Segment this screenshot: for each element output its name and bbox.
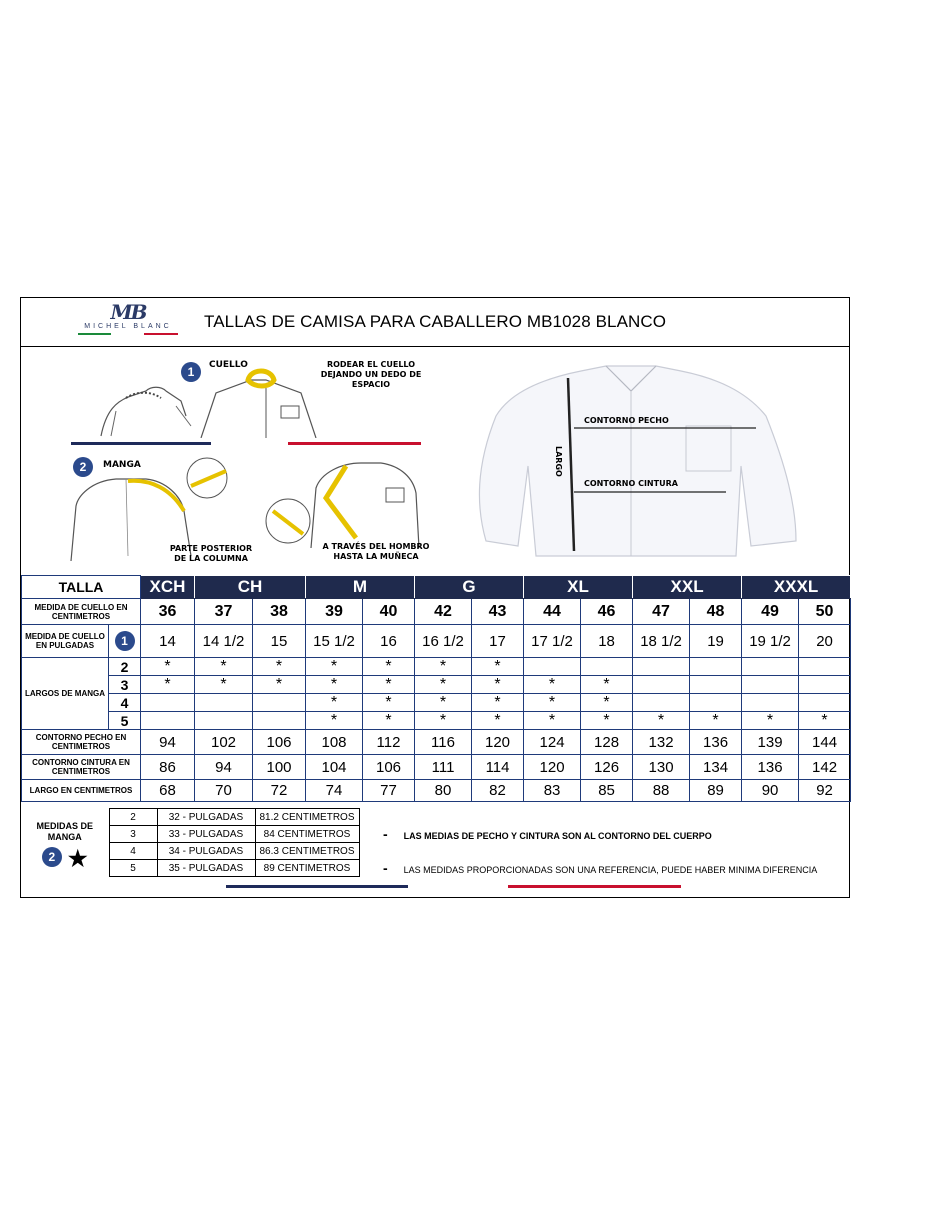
- cuff-detail-icon: [171, 456, 246, 501]
- brand-logo: [73, 302, 183, 342]
- chest-cm-value: 139: [742, 730, 799, 755]
- shirt-chest-label: CONTORNO PECHO: [584, 416, 669, 425]
- waist-cm-value: 100: [253, 755, 306, 780]
- length-cm-value: 80: [415, 780, 472, 802]
- sleeve-mark: [799, 658, 851, 676]
- sleeve-mark: *: [415, 712, 472, 730]
- sleeve-mark: [633, 676, 690, 694]
- step-2-note-a-line2: DE LA COLUMNA: [174, 554, 248, 563]
- step-1-note: [301, 360, 441, 390]
- sleeve-row: [22, 712, 851, 730]
- sleeve-mark: [253, 712, 306, 730]
- star-icon: ★: [67, 845, 88, 871]
- sleeve-measure-inches: 33 - PULGADAS: [157, 826, 255, 843]
- length-cm-value: 85: [581, 780, 633, 802]
- sleeve-mark: *: [195, 676, 253, 694]
- waist-cm-value: 106: [363, 755, 415, 780]
- step-2-note-b-line1: A TRAVÉS DEL HOMBRO: [322, 542, 430, 551]
- chest-cm-value: 116: [415, 730, 472, 755]
- length-cm-value: 70: [195, 780, 253, 802]
- step-2-badge: 2: [73, 457, 93, 477]
- sleeve-measure-inches: 32 - PULGADAS: [157, 809, 255, 826]
- sleeve-mark: *: [363, 712, 415, 730]
- step-2-note-b: [306, 542, 446, 562]
- sleeve-measure-icons: [23, 845, 107, 871]
- sleeve-number: 5: [109, 712, 141, 730]
- size-table: [21, 575, 851, 802]
- white-shirt-photo: [456, 356, 816, 566]
- neck-cm-value: 42: [415, 599, 472, 625]
- sleeve-number: 2: [109, 658, 141, 676]
- sleeve-mark: *: [472, 658, 524, 676]
- logo-brand-name: MICHEL BLANC: [84, 323, 172, 330]
- size-group-xxxl: XXXL: [742, 576, 851, 599]
- sleeve-measure-cm: 89 CENTIMETROS: [255, 860, 359, 877]
- note-2-text: LAS MEDIDAS PROPORCIONADAS SON UNA REFERENCIA, PUEDE HABER MINIMA DIFERENCIA: [403, 865, 818, 875]
- sleeve-mark: *: [581, 712, 633, 730]
- waist-cm-value: 114: [472, 755, 524, 780]
- shirt-length-label: LARGO: [554, 446, 563, 477]
- waist-cm-value: 111: [415, 755, 472, 780]
- sleeve-number: 3: [109, 676, 141, 694]
- neck-cm-value: 37: [195, 599, 253, 625]
- sleeve-measure-label: MEDIDAS DE MANGA: [36, 820, 93, 842]
- neck-cm-value: 39: [306, 599, 363, 625]
- neck-in-value: 18: [581, 625, 633, 658]
- step-2-note-a-line1: PARTE POSTERIOR: [169, 544, 253, 553]
- waist-cm-value: 126: [581, 755, 633, 780]
- waist-cm-value: 136: [742, 755, 799, 780]
- neck-in-value: 16 1/2: [415, 625, 472, 658]
- sleeve-mark: *: [742, 712, 799, 730]
- neck-in-value: 15: [253, 625, 306, 658]
- neck-cm-label: MEDIDA DE CUELLO EN CENTIMETROS: [22, 599, 141, 625]
- sleeve-length-label: LARGOS DE MANGA: [22, 658, 109, 730]
- neck-cm-value: 44: [524, 599, 581, 625]
- chest-cm-value: 136: [690, 730, 742, 755]
- sleeve-mark: [690, 694, 742, 712]
- length-cm-row: [22, 780, 851, 802]
- length-cm-value: 72: [253, 780, 306, 802]
- sleeve-mark: [742, 694, 799, 712]
- neck-cm-row: [22, 599, 851, 625]
- chest-cm-value: 108: [306, 730, 363, 755]
- sleeve-mark: *: [581, 676, 633, 694]
- size-chart-frame: [20, 297, 850, 898]
- sleeve-number: 4: [109, 694, 141, 712]
- sleeve-measure-body: [21, 809, 359, 877]
- logo-stripe: [78, 333, 178, 335]
- sleeve-measure-number: 5: [109, 860, 157, 877]
- neck-cm-value: 50: [799, 599, 851, 625]
- chest-cm-value: 144: [799, 730, 851, 755]
- footer-stripe: [226, 885, 681, 888]
- sleeve-measure-number: 2: [109, 809, 157, 826]
- neck-in-value: 16: [363, 625, 415, 658]
- neck-in-label: MEDIDA DE CUELLO EN PULGADAS: [22, 625, 109, 658]
- sleeve-row: [22, 694, 851, 712]
- length-cm-value: 90: [742, 780, 799, 802]
- sleeve-measure-badge: 2: [42, 847, 62, 867]
- neck-in-row: [22, 625, 851, 658]
- chart-title: TALLAS DE CAMISA PARA CABALLERO MB1028 BLANCO: [204, 312, 667, 331]
- sleeve-mark: *: [524, 712, 581, 730]
- sleeve-measure-number: 3: [109, 826, 157, 843]
- sleeve-measure-table: [21, 808, 360, 877]
- neck-in-value: 18 1/2: [633, 625, 690, 658]
- sleeve-row: [22, 676, 851, 694]
- sleeve-mark: [690, 658, 742, 676]
- divider-stripe: [71, 442, 421, 445]
- sleeve-mark: *: [141, 658, 195, 676]
- sleeve-mark: *: [472, 694, 524, 712]
- sleeve-measure-cm: 86.3 CENTIMETROS: [255, 843, 359, 860]
- chest-cm-value: 112: [363, 730, 415, 755]
- neck-cm-value: 40: [363, 599, 415, 625]
- sleeve-mark: *: [253, 658, 306, 676]
- waist-cm-label: CONTORNO CINTURA EN CENTIMETROS: [22, 755, 141, 780]
- neck-in-value: 17: [472, 625, 524, 658]
- step-1-title: CUELLO: [209, 360, 248, 370]
- sleeve-mark: [195, 712, 253, 730]
- size-group-g: G: [415, 576, 524, 599]
- size-group-xxl: XXL: [633, 576, 742, 599]
- sleeve-mark: [141, 712, 195, 730]
- sleeve-mark: [742, 658, 799, 676]
- waist-cm-value: 104: [306, 755, 363, 780]
- sleeve-front-figure-icon: [301, 458, 421, 553]
- step-2-note-a: [151, 544, 271, 564]
- length-cm-value: 88: [633, 780, 690, 802]
- sleeve-row: [22, 658, 851, 676]
- neck-in-badge: 1: [115, 631, 135, 651]
- step-1-note-line2: DEJANDO UN DEDO DE ESPACIO: [320, 370, 422, 389]
- sleeve-mark: [633, 658, 690, 676]
- waist-cm-value: 130: [633, 755, 690, 780]
- neck-in-value: 14 1/2: [195, 625, 253, 658]
- sleeve-measure-row: [21, 809, 359, 826]
- sleeve-measure-cm: 84 CENTIMETROS: [255, 826, 359, 843]
- sleeve-mark: [253, 694, 306, 712]
- neck-in-value: 20: [799, 625, 851, 658]
- length-cm-value: 92: [799, 780, 851, 802]
- neck-in-value: 17 1/2: [524, 625, 581, 658]
- waist-cm-value: 94: [195, 755, 253, 780]
- sleeve-mark: *: [363, 676, 415, 694]
- sleeve-mark: *: [253, 676, 306, 694]
- step-2-note-b-line2: HASTA LA MUÑECA: [333, 552, 419, 561]
- neck-in-value: 15 1/2: [306, 625, 363, 658]
- neck-cm-value: 47: [633, 599, 690, 625]
- neck-in-badge-cell: [109, 625, 141, 658]
- chest-cm-row: [22, 730, 851, 755]
- sleeve-mark: [742, 676, 799, 694]
- sleeve-measure-inches: 34 - PULGADAS: [157, 843, 255, 860]
- sleeve-mark: [524, 658, 581, 676]
- sleeve-mark: *: [472, 676, 524, 694]
- neck-cm-value: 48: [690, 599, 742, 625]
- size-group-m: M: [306, 576, 415, 599]
- neck-cm-value: 36: [141, 599, 195, 625]
- sleeve-mark: *: [524, 694, 581, 712]
- sleeve-mark: *: [799, 712, 851, 730]
- sleeve-mark: *: [195, 658, 253, 676]
- chest-cm-value: 132: [633, 730, 690, 755]
- chest-cm-value: 120: [472, 730, 524, 755]
- neck-cm-value: 49: [742, 599, 799, 625]
- sleeve-mark: *: [306, 712, 363, 730]
- sleeve-mark: *: [690, 712, 742, 730]
- neck-cm-value: 38: [253, 599, 306, 625]
- shirt-waist-label: CONTORNO CINTURA: [584, 479, 678, 488]
- step-2-title: MANGA: [103, 460, 141, 470]
- chest-cm-value: 128: [581, 730, 633, 755]
- talla-header: TALLA: [22, 576, 141, 599]
- neck-cm-value: 43: [472, 599, 524, 625]
- chest-cm-value: 102: [195, 730, 253, 755]
- sleeve-mark: [141, 694, 195, 712]
- sleeve-mark: *: [306, 694, 363, 712]
- sleeve-mark: *: [141, 676, 195, 694]
- size-group-xl: XL: [524, 576, 633, 599]
- sleeve-mark: *: [415, 694, 472, 712]
- sleeve-mark: *: [633, 712, 690, 730]
- neck-in-value: 19 1/2: [742, 625, 799, 658]
- neck-cm-value: 46: [581, 599, 633, 625]
- footer-note-2: [383, 860, 817, 876]
- step-1-badge: 1: [181, 362, 201, 382]
- length-cm-value: 74: [306, 780, 363, 802]
- chest-cm-value: 106: [253, 730, 306, 755]
- waist-cm-value: 142: [799, 755, 851, 780]
- sleeve-mark: [633, 694, 690, 712]
- sleeve-measure-label-cell: [21, 809, 109, 877]
- note-1-text: LAS MEDIAS DE PECHO Y CINTURA SON AL CONTORNO DEL CUERPO: [403, 831, 712, 841]
- chart-header: [21, 298, 849, 347]
- footer-note-1: [383, 826, 712, 842]
- size-group-xch: XCH: [141, 576, 195, 599]
- sleeve-mark: [581, 658, 633, 676]
- note-2-dash: -: [383, 860, 388, 876]
- step-1-note-line1: RODEAR EL CUELLO: [326, 360, 416, 369]
- waist-cm-value: 120: [524, 755, 581, 780]
- neck-in-value: 14: [141, 625, 195, 658]
- sleeve-mark: *: [524, 676, 581, 694]
- length-cm-label: LARGO EN CENTIMETROS: [22, 780, 141, 802]
- sleeve-mark: [195, 694, 253, 712]
- sleeve-measure-inches: 35 - PULGADAS: [157, 860, 255, 877]
- chart-footer: [21, 808, 849, 898]
- size-group-ch: CH: [195, 576, 306, 599]
- length-cm-value: 77: [363, 780, 415, 802]
- sleeve-mark: *: [363, 658, 415, 676]
- sleeve-measure-number: 4: [109, 843, 157, 860]
- length-cm-value: 82: [472, 780, 524, 802]
- sleeve-mark: *: [415, 658, 472, 676]
- measurement-illustration: [21, 346, 849, 575]
- neck-in-value: 19: [690, 625, 742, 658]
- size-header-row: [22, 576, 851, 599]
- chest-cm-label: CONTORNO PECHO EN CENTIMETROS: [22, 730, 141, 755]
- waist-cm-value: 86: [141, 755, 195, 780]
- length-cm-value: 89: [690, 780, 742, 802]
- waist-cm-row: [22, 755, 851, 780]
- sleeve-mark: [690, 676, 742, 694]
- sleeve-mark: *: [306, 658, 363, 676]
- sleeve-mark: *: [306, 676, 363, 694]
- chest-cm-value: 124: [524, 730, 581, 755]
- waist-cm-value: 134: [690, 755, 742, 780]
- sleeve-mark: *: [581, 694, 633, 712]
- size-table-body: [22, 576, 851, 802]
- sleeve-mark: *: [415, 676, 472, 694]
- sleeve-mark: *: [472, 712, 524, 730]
- sleeve-mark: [799, 676, 851, 694]
- length-cm-value: 68: [141, 780, 195, 802]
- length-cm-value: 83: [524, 780, 581, 802]
- sleeve-mark: *: [363, 694, 415, 712]
- note-1-dash: -: [383, 826, 388, 842]
- sleeve-measure-cm: 81.2 CENTIMETROS: [255, 809, 359, 826]
- logo-mark: MB: [110, 300, 146, 324]
- sleeve-mark: [799, 694, 851, 712]
- chest-cm-value: 94: [141, 730, 195, 755]
